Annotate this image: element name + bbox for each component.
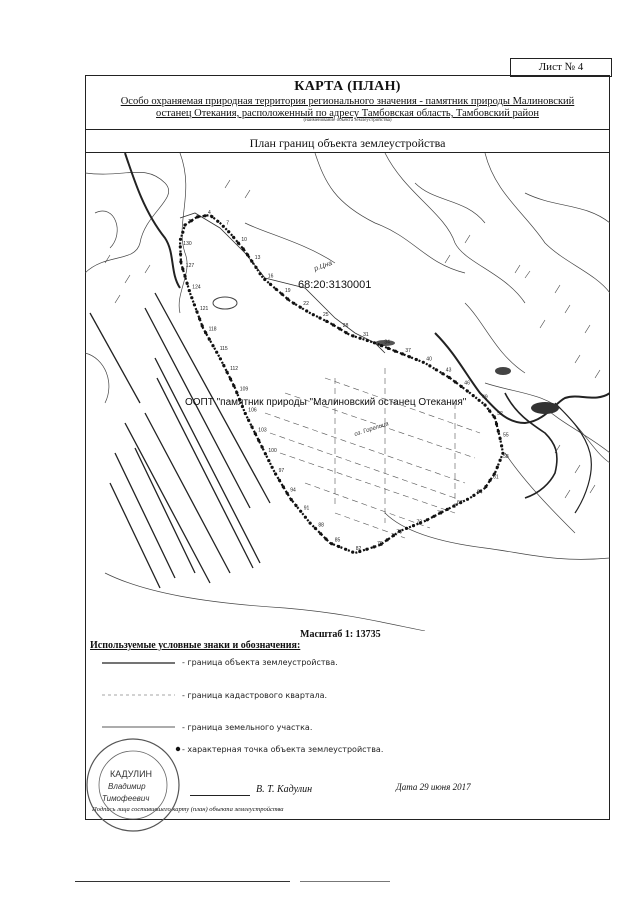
legend-item-parcel: - граница земельного участка.	[182, 723, 313, 732]
characteristic-point	[309, 522, 312, 525]
characteristic-point	[483, 403, 486, 406]
characteristic-point	[201, 324, 204, 327]
map-scale: Масштаб 1: 13735	[300, 629, 381, 640]
characteristic-point	[493, 415, 496, 418]
characteristic-point	[215, 351, 218, 354]
point-label: 109	[239, 386, 249, 393]
point-label: 127	[185, 263, 195, 269]
point-label: 4	[208, 209, 211, 216]
characteristic-point	[488, 409, 491, 412]
point-label: 67	[457, 500, 463, 506]
characteristic-point	[292, 302, 295, 305]
document-subtitle-line1: Особо охраняемая природная территория регионального значения - памятник природы Малиновский	[120, 96, 575, 107]
point-label: 22	[303, 301, 309, 308]
characteristic-point	[454, 380, 457, 383]
characteristic-point	[366, 339, 369, 342]
characteristic-point	[254, 266, 257, 269]
characteristic-point	[294, 504, 297, 507]
object-label: ООПТ "памятник природы "Малиновский останец Отекания"	[185, 397, 467, 408]
characteristic-point	[269, 283, 272, 286]
characteristic-point	[257, 439, 260, 442]
characteristic-point	[247, 419, 250, 422]
point-label: 1	[188, 219, 191, 225]
point-label: 112	[230, 366, 239, 373]
point-label: 52	[497, 410, 503, 417]
point-label: 19	[285, 288, 291, 295]
bottom-line-2	[300, 881, 390, 882]
hatch-lines	[90, 293, 270, 588]
characteristic-point	[235, 391, 238, 394]
characteristic-point	[179, 253, 182, 256]
river-label: р.Цна	[313, 259, 334, 273]
characteristic-point	[415, 358, 418, 361]
characteristic-point	[274, 472, 277, 475]
characteristic-point	[412, 524, 415, 527]
point-label: 49	[482, 394, 488, 401]
marsh-symbols	[105, 180, 600, 498]
characteristic-point	[179, 245, 182, 248]
svg-text:Тимофеевич: Тимофеевич	[102, 794, 150, 803]
characteristic-point	[344, 548, 347, 551]
characteristic-point	[232, 384, 235, 387]
characteristic-point	[254, 432, 257, 435]
characteristic-point	[441, 372, 444, 375]
parcel-lines	[265, 368, 480, 538]
characteristic-point	[373, 341, 376, 344]
cadastral-number: 68:20:3130001	[298, 279, 372, 291]
point-label: 40	[426, 356, 432, 363]
characteristic-point	[325, 320, 328, 323]
point-label: 61	[493, 474, 499, 481]
characteristic-point	[181, 231, 184, 234]
characteristic-point	[314, 527, 317, 530]
characteristic-point	[181, 267, 184, 270]
characteristic-point	[304, 516, 307, 519]
round-stamp	[78, 735, 188, 835]
characteristic-point	[495, 422, 498, 425]
characteristic-point	[183, 223, 186, 226]
characteristic-point	[179, 260, 182, 263]
characteristic-point	[227, 230, 230, 233]
characteristic-point	[500, 444, 503, 447]
characteristic-points	[179, 214, 505, 554]
characteristic-point	[275, 288, 278, 291]
characteristic-point	[190, 296, 193, 299]
characteristic-point	[196, 215, 199, 218]
point-label: 79	[377, 540, 383, 547]
characteristic-point	[489, 479, 492, 482]
point-label: 85	[334, 537, 341, 544]
characteristic-point	[466, 498, 469, 501]
characteristic-point	[497, 430, 500, 433]
point-label: 13	[254, 255, 261, 262]
characteristic-point	[280, 293, 283, 296]
characteristic-point	[318, 316, 321, 319]
characteristic-point	[432, 515, 435, 518]
characteristic-point	[250, 425, 253, 428]
lake-label: оз. Горелица	[353, 421, 390, 438]
point-label: 34	[384, 339, 390, 346]
point-label: 31	[363, 332, 369, 339]
legend-item-object: - граница объекта землеустройства.	[182, 658, 338, 667]
characteristic-point	[351, 551, 354, 554]
point-label: 82	[355, 546, 362, 553]
characteristic-point	[286, 492, 289, 495]
document-title: КАРТА (ПЛАН)	[294, 79, 401, 94]
characteristic-point	[332, 323, 335, 326]
point-label: 64	[476, 489, 483, 496]
characteristic-point	[232, 236, 235, 239]
signature-date: Дата 29 июня 2017	[396, 782, 471, 792]
header-divider	[85, 129, 610, 130]
characteristic-point	[405, 527, 408, 530]
characteristic-point	[271, 466, 274, 469]
characteristic-point	[195, 310, 198, 313]
svg-text:КАДУЛИН: КАДУЛИН	[110, 769, 153, 779]
point-label: 70	[437, 510, 443, 517]
signature-line	[190, 795, 250, 796]
point-label: 97	[278, 468, 285, 474]
point-label: 121	[200, 305, 209, 312]
characteristic-point	[345, 331, 348, 334]
characteristic-point	[446, 508, 449, 511]
characteristic-point	[496, 466, 499, 469]
signature-footnote: Подпись лица составившего карту (план) объекта землеустройства	[92, 806, 284, 813]
characteristic-point	[211, 344, 214, 347]
point-label: 94	[290, 487, 296, 494]
characteristic-point	[299, 306, 302, 309]
signer-name: В. Т. Кадулин	[256, 784, 313, 795]
characteristic-point	[186, 282, 189, 285]
point-label: 73	[416, 519, 423, 526]
svg-text:Владимир: Владимир	[108, 782, 146, 791]
point-label: 130	[183, 240, 192, 247]
characteristic-point	[263, 278, 266, 281]
characteristic-point	[351, 334, 354, 337]
characteristic-point	[219, 357, 222, 360]
point-label: 7	[226, 220, 230, 227]
characteristic-point	[183, 275, 186, 278]
legend-item-quarter: - граница кадастрового квартала.	[182, 691, 328, 700]
characteristic-point	[259, 272, 262, 275]
characteristic-point	[435, 368, 438, 371]
characteristic-point	[216, 220, 219, 223]
characteristic-point	[198, 317, 201, 320]
characteristic-point	[422, 361, 425, 364]
characteristic-point	[324, 537, 327, 540]
characteristic-point	[290, 498, 293, 501]
characteristic-point	[472, 394, 475, 397]
characteristic-point	[338, 327, 341, 330]
characteristic-point	[193, 303, 196, 306]
characteristic-point	[408, 355, 411, 358]
characteristic-point	[401, 352, 404, 355]
characteristic-point	[426, 518, 429, 521]
point-label: 28	[342, 322, 349, 329]
characteristic-point	[286, 297, 289, 300]
bottom-line	[75, 881, 290, 882]
characteristic-point	[208, 338, 211, 341]
characteristic-point	[242, 247, 245, 250]
point-label: 103	[258, 427, 267, 434]
sheet-number: Лист № 4	[510, 58, 612, 77]
point-label: 106	[248, 407, 257, 414]
point-label: 118	[208, 326, 217, 333]
characteristic-point	[499, 459, 502, 462]
characteristic-point	[452, 504, 455, 507]
characteristic-point	[246, 253, 249, 256]
characteristic-point	[472, 494, 475, 497]
characteristic-point	[226, 371, 229, 374]
point-label: 58	[503, 454, 509, 461]
characteristic-point	[484, 485, 487, 488]
legend-heading: Используемые условные знаки и обозначения:	[90, 640, 301, 651]
characteristic-point	[179, 238, 182, 241]
characteristic-point	[267, 459, 270, 462]
characteristic-point	[365, 548, 368, 551]
characteristic-point	[387, 347, 390, 350]
subtitle-note: (наименование объекта землеустройства)	[303, 118, 392, 123]
characteristic-point	[222, 225, 225, 228]
characteristic-point	[380, 344, 383, 347]
point-label: 55	[503, 432, 509, 439]
characteristic-point	[428, 364, 431, 367]
plan-title: План границ объекта землеустройства	[249, 136, 446, 150]
point-label: 16	[267, 273, 274, 280]
characteristic-point	[188, 289, 191, 292]
point-label: 10	[241, 237, 247, 244]
characteristic-point	[373, 545, 376, 548]
point-label: 124	[192, 284, 201, 291]
point-label: 91	[303, 505, 310, 512]
characteristic-point	[244, 412, 247, 415]
point-label: 37	[405, 347, 411, 354]
document-subtitle-line2: останец Отекания, расположенный по адресу Тамбовская область, Тамбовский район	[156, 108, 539, 119]
characteristic-point	[386, 538, 389, 541]
characteristic-point	[460, 385, 463, 388]
legend-item-point: - характерная точка объекта землеустройства.	[182, 745, 384, 754]
characteristic-point	[261, 446, 264, 449]
characteristic-point	[222, 364, 225, 367]
point-label: 115	[219, 346, 228, 353]
characteristic-point	[448, 376, 451, 379]
characteristic-point	[319, 532, 322, 535]
characteristic-point	[305, 309, 308, 312]
characteristic-point	[359, 337, 362, 340]
characteristic-point	[478, 399, 481, 402]
characteristic-point	[278, 479, 281, 482]
characteristic-point	[312, 313, 315, 316]
point-label: 88	[318, 522, 324, 529]
characteristic-point	[392, 534, 395, 537]
characteristic-point	[499, 437, 502, 440]
characteristic-point	[250, 260, 253, 263]
point-label: 76	[396, 529, 402, 536]
characteristic-point	[264, 452, 267, 455]
boundary-map	[85, 153, 610, 631]
point-label: 100	[268, 447, 277, 454]
point-label: 43	[445, 367, 452, 374]
characteristic-point	[337, 545, 340, 548]
characteristic-point	[394, 350, 397, 353]
characteristic-point	[237, 242, 240, 245]
characteristic-point	[229, 377, 232, 380]
characteristic-point	[282, 485, 285, 488]
point-label: 46	[464, 380, 470, 387]
characteristic-point	[466, 389, 469, 392]
characteristic-point	[203, 214, 206, 217]
characteristic-point	[204, 331, 207, 334]
characteristic-point	[299, 510, 302, 513]
point-label: 25	[323, 312, 329, 318]
characteristic-point	[330, 542, 333, 545]
